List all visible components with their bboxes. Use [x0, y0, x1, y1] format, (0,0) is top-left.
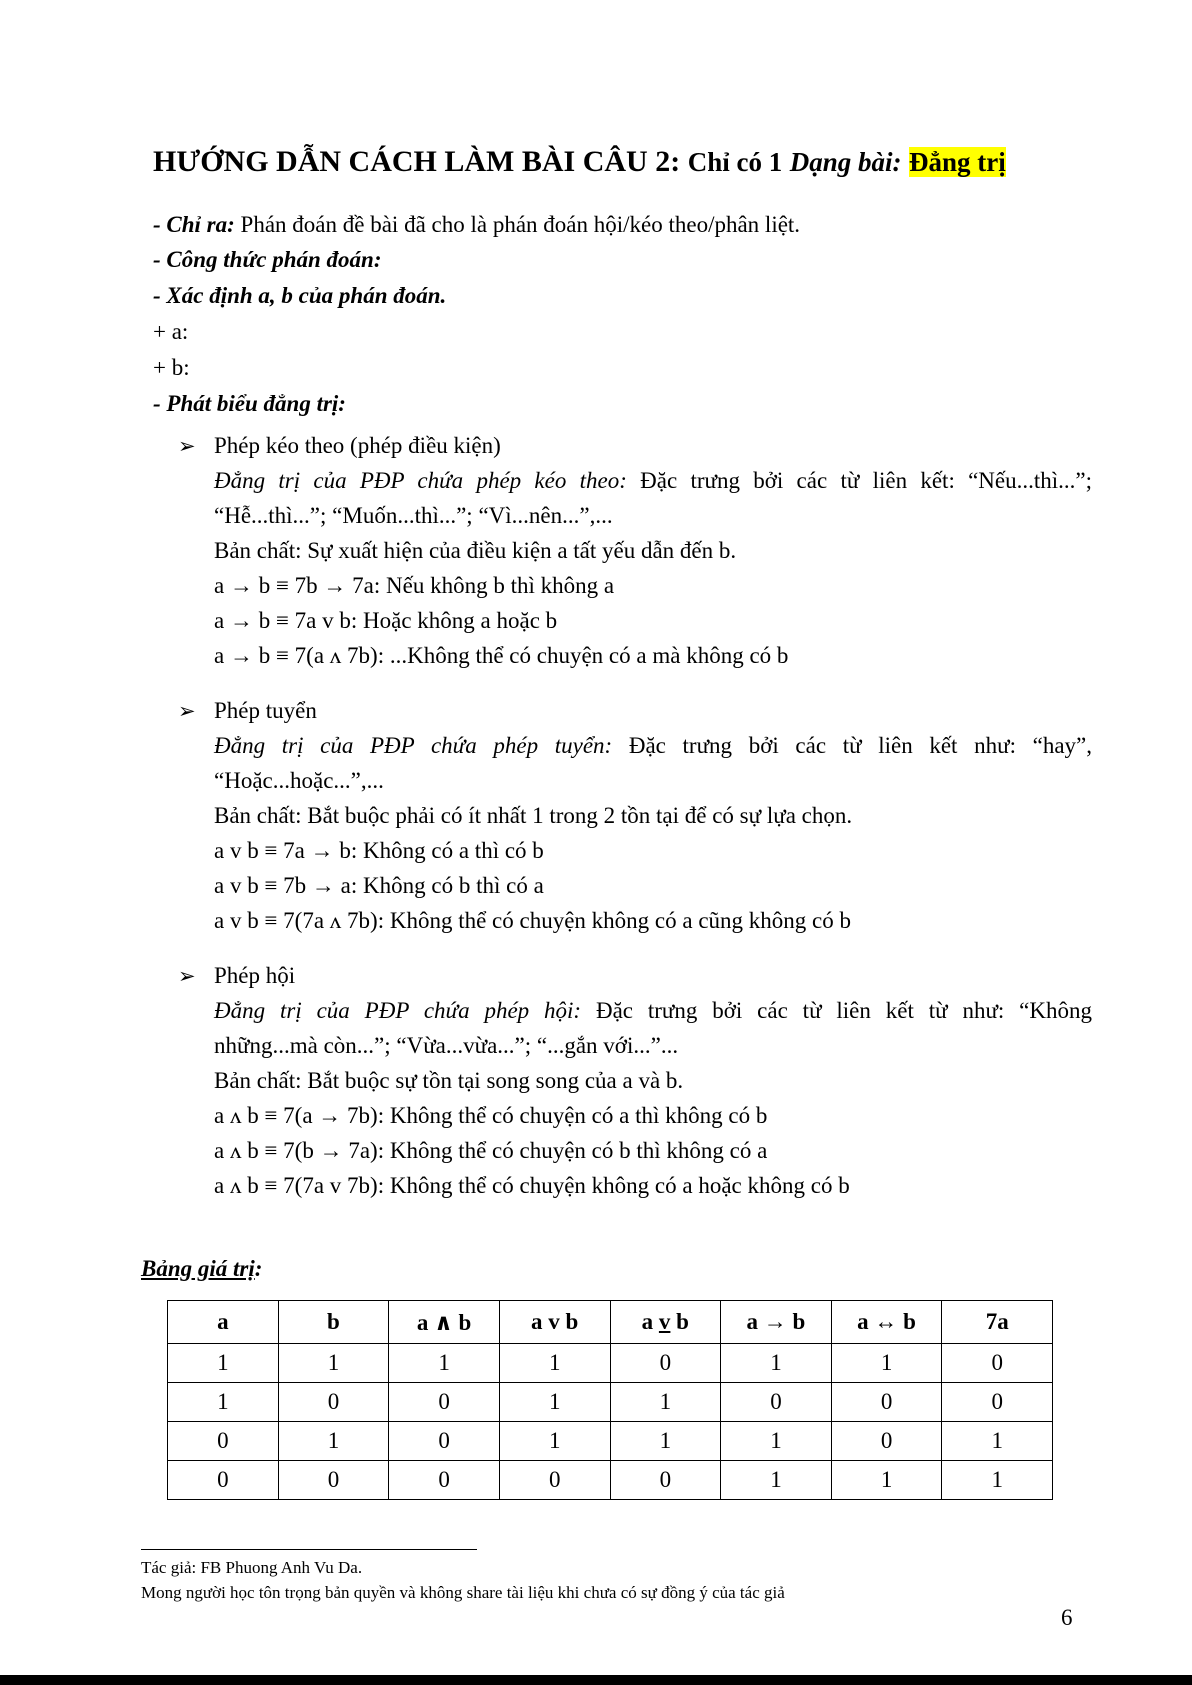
page-title [153, 140, 1006, 184]
table-cell: 1 [610, 1422, 721, 1461]
section-kéo-theo-def-cont: “Hễ...thì...”; “Muốn...thì...”; “Vì...nên...”,... [214, 503, 613, 528]
footnote-divider [141, 1549, 477, 1550]
step-chi-ra-text: Phán đoán đề bài đã cho là phán đoán hội/kéo theo/phân liệt. [240, 212, 801, 237]
footnote-author: Tác giả: FB Phuong Anh Vu Da. [141, 1558, 363, 1577]
section-kéo-theo-formula: a → b ≡ 7a v b: Hoặc không a hoặc b [214, 608, 558, 633]
table-header-cell: 7a [942, 1301, 1053, 1344]
step-b: + b: [153, 355, 190, 380]
arrowhead-bullet-icon: ➢ [178, 699, 196, 723]
table-cell: 0 [942, 1344, 1053, 1383]
section-kéo-theo-heading: Phép kéo theo (phép điều kiện) [214, 433, 501, 458]
section-tuyen-definition [214, 729, 1092, 763]
table-cell: 1 [278, 1422, 389, 1461]
section-hoi-def-cont: những...mà còn...”; “Vừa...vừa...”; “...gắn với...”... [214, 1033, 679, 1058]
section-tuyen-heading: Phép tuyển [214, 698, 317, 723]
section-hoi-formula: a ʌ b ≡ 7(a → 7b): Không thể có chuyện có a thì không có b [214, 1103, 768, 1128]
table-cell: 1 [168, 1383, 279, 1422]
table-cell: 0 [278, 1461, 389, 1500]
step-xac-dinh: - Xác định a, b của phán đoán. [153, 283, 447, 308]
table-cell: 0 [168, 1461, 279, 1500]
section-kéo-theo-def-label: Đẳng trị của PĐP chứa phép kéo theo: [214, 468, 627, 493]
section-kéo-theo-formula: a → b ≡ 7b → 7a: Nếu không b thì không a [214, 573, 615, 598]
table-cell: 0 [168, 1422, 279, 1461]
table-header-cell: a ∧ b [389, 1301, 500, 1344]
table-cell: 1 [278, 1344, 389, 1383]
section-hoi-essence: Bản chất: Bắt buộc sự tồn tại song song của a và b. [214, 1068, 684, 1093]
xor-header-text: a v b [641, 1309, 689, 1334]
table-row [168, 1344, 1053, 1383]
section-hoi-formula: a ʌ b ≡ 7(7a v 7b): Không thể có chuyện không có a hoặc không có b [214, 1173, 850, 1198]
table-cell: 1 [831, 1344, 942, 1383]
table-cell: 1 [721, 1344, 832, 1383]
section-tuyen-def-cont: “Hoặc...hoặc...”,... [214, 768, 384, 793]
title-highlight: Đẳng trị [908, 147, 1006, 177]
footnote-notice: Mong người học tôn trọng bản quyền và không share tài liệu khi chưa có sự đồng ý của tác giả [141, 1583, 785, 1602]
table-cell: 1 [168, 1344, 279, 1383]
section-hoi-def-label: Đẳng trị của PĐP chứa phép hội: [214, 998, 582, 1023]
table-cell: 1 [499, 1422, 610, 1461]
table-cell: 0 [499, 1461, 610, 1500]
step-chi-ra-label: - Chỉ ra: [153, 212, 235, 237]
table-cell: 0 [389, 1383, 500, 1422]
truth-table [167, 1300, 1053, 1500]
table-header-cell: a ↔ b [831, 1301, 942, 1344]
table-header-cell: a → b [721, 1301, 832, 1344]
section-kéo-theo-def-text: Đặc trưng bởi các từ liên kết: “Nếu...thì...”; [640, 468, 1093, 493]
step-a: + a: [153, 319, 189, 344]
table-cell: 1 [831, 1461, 942, 1500]
title-sub-plain: Chỉ có 1 [687, 147, 783, 177]
table-cell: 1 [721, 1461, 832, 1500]
table-cell: 0 [610, 1344, 721, 1383]
table-cell: 0 [389, 1422, 500, 1461]
page-number: 6 [1061, 1605, 1073, 1630]
section-tuyen-essence: Bản chất: Bắt buộc phải có ít nhất 1 trong 2 tồn tại để có sự lựa chọn. [214, 803, 853, 828]
table-row [168, 1383, 1053, 1422]
arrowhead-bullet-icon: ➢ [178, 964, 196, 988]
section-hoi-formula: a ʌ b ≡ 7(b → 7a): Không thể có chuyện có b thì không có a [214, 1138, 768, 1163]
table-cell: 1 [389, 1344, 500, 1383]
table-cell: 0 [831, 1383, 942, 1422]
table-cell: 0 [942, 1383, 1053, 1422]
table-caption [141, 1252, 262, 1286]
section-kéo-theo-definition [214, 464, 1092, 498]
section-tuyen-formula: a v b ≡ 7b → a: Không có b thì có a [214, 873, 544, 898]
table-cell: 1 [942, 1461, 1053, 1500]
section-kéo-theo-essence: Bản chất: Sự xuất hiện của điều kiện a tất yếu dẫn đến b. [214, 538, 737, 563]
table-cell: 1 [499, 1383, 610, 1422]
table-row [168, 1461, 1053, 1500]
table-caption-colon: : [254, 1256, 263, 1281]
table-header-cell: a v b [499, 1301, 610, 1344]
section-kéo-theo-formula: a → b ≡ 7(a ʌ 7b): ...Không thể có chuyện có a mà không có b [214, 643, 789, 668]
table-cell: 1 [721, 1422, 832, 1461]
section-hoi-definition [214, 994, 1092, 1028]
table-header-cell: a [168, 1301, 279, 1344]
table-cell: 0 [721, 1383, 832, 1422]
table-header-cell [610, 1301, 721, 1344]
table-cell: 1 [499, 1344, 610, 1383]
table-cell: 0 [389, 1461, 500, 1500]
section-tuyen-def-text: Đặc trưng bởi các từ liên kết như: “hay”, [628, 733, 1092, 758]
table-cell: 0 [610, 1461, 721, 1500]
section-tuyen-def-label: Đẳng trị của PĐP chứa phép tuyển: [214, 733, 613, 758]
table-header-cell: b [278, 1301, 389, 1344]
table-cell: 0 [278, 1383, 389, 1422]
title-main: HƯỚNG DẪN CÁCH LÀM BÀI CÂU 2: [153, 145, 681, 178]
step-chi-ra [153, 208, 800, 242]
arrowhead-bullet-icon: ➢ [178, 434, 196, 458]
table-cell: 1 [942, 1422, 1053, 1461]
section-tuyen-formula: a v b ≡ 7a → b: Không có a thì có b [214, 838, 544, 863]
section-hoi-heading: Phép hội [214, 963, 296, 988]
section-tuyen-formula: a v b ≡ 7(7a ʌ 7b): Không thể có chuyện không có a cũng không có b [214, 908, 852, 933]
bottom-border-bar [0, 1675, 1192, 1685]
step-phat-bieu: - Phát biểu đẳng trị: [153, 391, 346, 416]
table-row [168, 1422, 1053, 1461]
title-sub-italic: Dạng bài: [789, 147, 902, 177]
section-hoi-def-text: Đặc trưng bởi các từ liên kết từ như: “Không [595, 998, 1093, 1023]
table-header-row [168, 1301, 1053, 1344]
table-cell: 0 [831, 1422, 942, 1461]
table-cell: 1 [610, 1383, 721, 1422]
step-cong-thuc: - Công thức phán đoán: [153, 247, 382, 272]
table-caption-text: Bảng giá trị [141, 1256, 255, 1281]
